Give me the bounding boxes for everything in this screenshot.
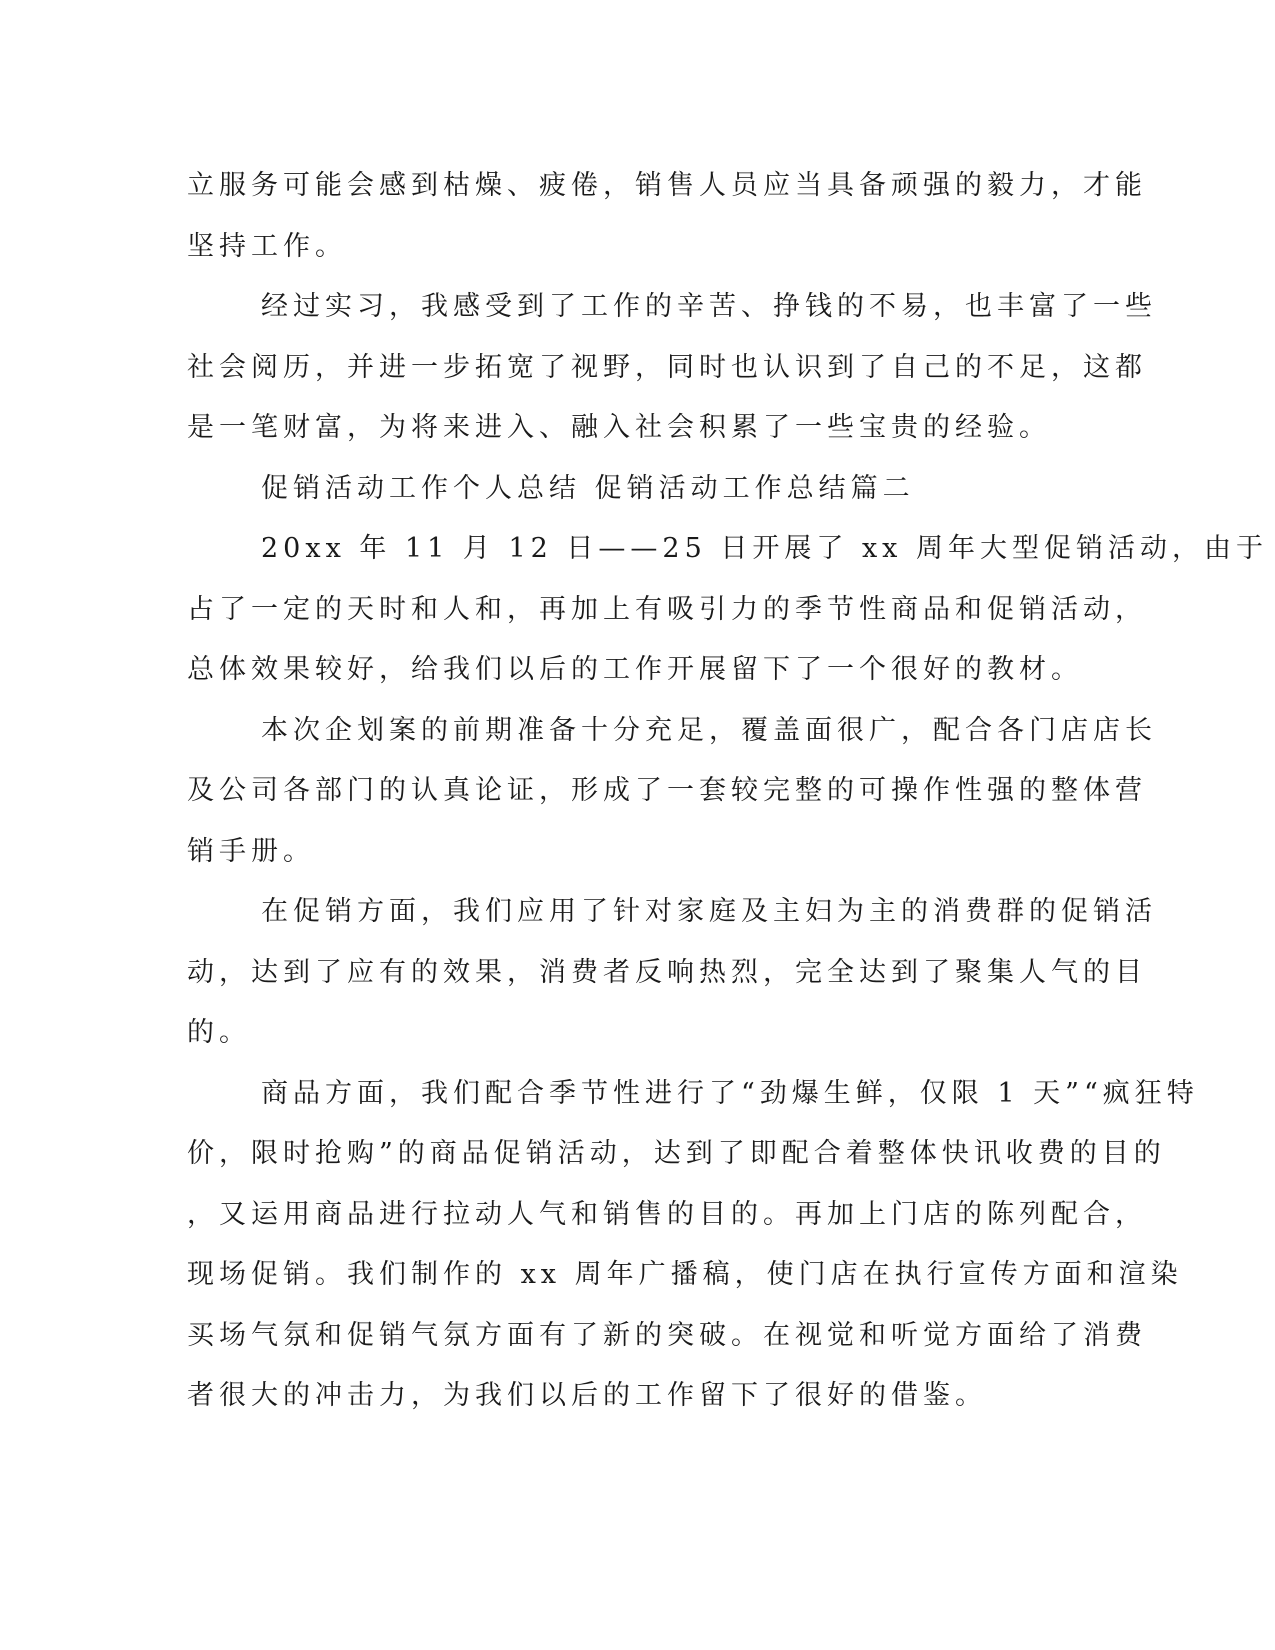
text-line: 及公司各部门的认真论证，形成了一套较完整的可操作性强的整体营 bbox=[187, 775, 1147, 806]
text-line: 社会阅历，并进一步拓宽了视野，同时也认识到了自己的不足，这都 bbox=[187, 351, 1147, 383]
paragraph-start-line: 本次企划案的前期准备十分充足，覆盖面很广，配合各门店店长 bbox=[261, 714, 1157, 746]
text-line: 总体效果较好，给我们以后的工作开展留下了一个很好的教材。 bbox=[187, 654, 1083, 685]
text-line: 的。 bbox=[187, 1017, 251, 1048]
text-line: ，又运用商品进行拉动人气和销售的目的。再加上门店的陈列配合， bbox=[187, 1198, 1147, 1230]
text-line: 者很大的冲击力，为我们以后的工作留下了很好的借鉴。 bbox=[187, 1380, 987, 1411]
text-line: 是一笔财富，为将来进入、融入社会积累了一些宝贵的经验。 bbox=[187, 412, 1051, 443]
text-line: 立服务可能会感到枯燥、疲倦，销售人员应当具备顽强的毅力，才能 bbox=[187, 170, 1147, 201]
text-line: 买场气氛和促销气氛方面有了新的突破。在视觉和听觉方面给了消费 bbox=[187, 1319, 1147, 1351]
paragraph-start-line: 商品方面，我们配合季节性进行了“劲爆生鲜，仅限 1 天”“疯狂特 bbox=[261, 1077, 1199, 1109]
paragraph-start-line: 在促销方面，我们应用了针对家庭及主妇为主的消费群的促销活 bbox=[261, 896, 1157, 927]
paragraph-start-line: 20xx 年 11 月 12 日——25 日开展了 xx 周年大型促销活动，由于 bbox=[261, 533, 1268, 564]
text-line: 占了一定的天时和人和，再加上有吸引力的季节性商品和促销活动， bbox=[187, 593, 1147, 625]
text-line: 现场促销。我们制作的 xx 周年广播稿，使门店在执行宣传方面和渲染 bbox=[187, 1259, 1183, 1290]
text-line: 销手册。 bbox=[187, 835, 315, 867]
text-line: 价，限时抢购”的商品促销活动，达到了即配合着整体快讯收费的目的 bbox=[187, 1138, 1166, 1169]
text-line: 坚持工作。 bbox=[187, 230, 347, 262]
document-body bbox=[187, 156, 1268, 1427]
text-line: 动，达到了应有的效果，消费者反响热烈，完全达到了聚集人气的目 bbox=[187, 956, 1147, 988]
section-heading: 促销活动工作个人总结 促销活动工作总结篇二 bbox=[261, 472, 915, 504]
paragraph-start-line: 经过实习，我感受到了工作的辛苦、挣钱的不易，也丰富了一些 bbox=[261, 291, 1157, 322]
